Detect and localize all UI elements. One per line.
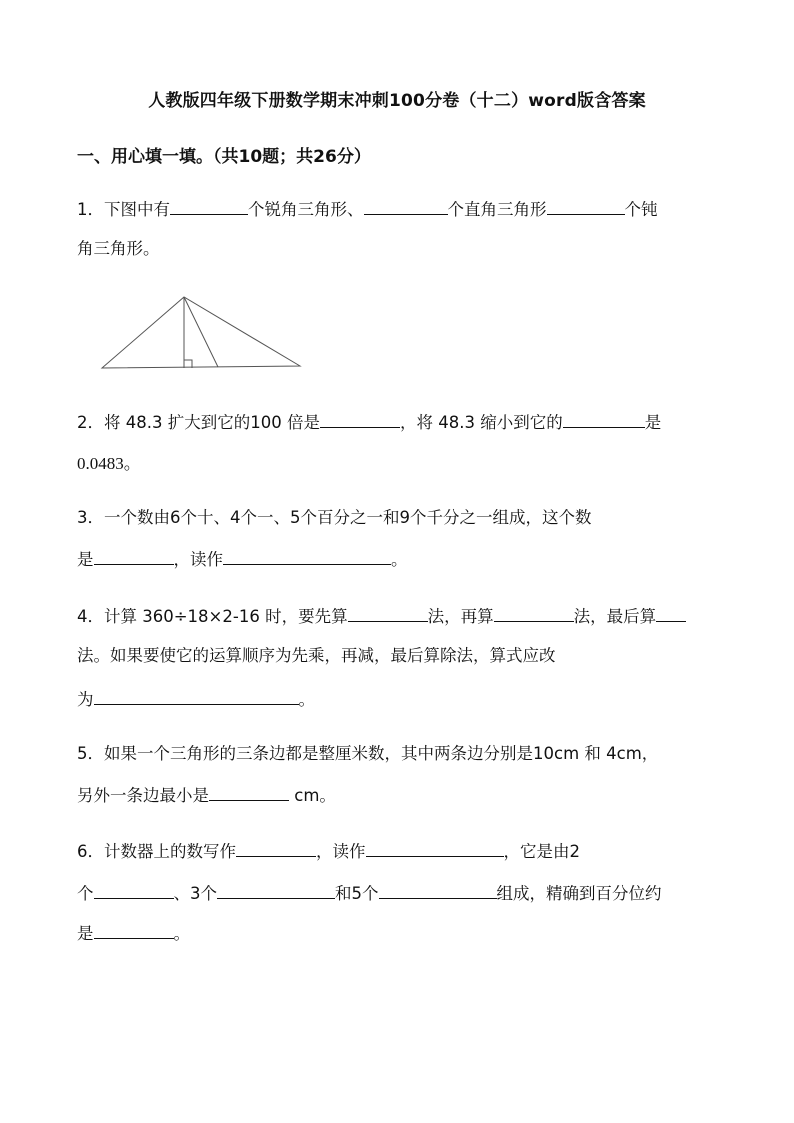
q4-text-c: 法，最后算 (573, 607, 657, 626)
q4-blank-first[interactable] (348, 605, 428, 622)
question-5-line-1: 5．如果一个三角形的三条边都是整厘米数，其中两条边分别是10cm 和 4cm， (77, 744, 659, 763)
q1-blank-obtuse[interactable] (547, 198, 625, 215)
q5-blank-length[interactable] (209, 784, 289, 801)
q3-blank-reading[interactable] (223, 548, 391, 565)
q6-blank-unit-1[interactable] (94, 882, 174, 899)
question-2-line-2: 0.0483。 (77, 454, 141, 473)
q1-blank-right[interactable] (364, 198, 448, 215)
question-1-line-2: 角三角形。 (77, 239, 160, 258)
q6-text-e: 、3个 (173, 884, 217, 903)
q4-blank-second[interactable] (494, 605, 574, 622)
q3-blank-number[interactable] (94, 548, 174, 565)
q6-blank-rounded[interactable] (94, 922, 174, 939)
q2-text-c: 是 (644, 413, 662, 432)
q6-blank-reading[interactable] (366, 840, 504, 857)
question-1-line-1 (77, 198, 658, 221)
question-6-line-3 (77, 922, 190, 945)
q6-text-d: 个 (77, 884, 94, 903)
question-3-line-2 (77, 548, 408, 571)
page-title: 人教版四年级下册数学期末冲刺100分卷（十二）word版含答案 (148, 91, 646, 111)
triangle-figure (96, 290, 306, 375)
q6-blank-unit-3[interactable] (379, 882, 497, 899)
q1-text-b: 个锐角三角形、 (248, 200, 364, 219)
q2-text-a: 2．将 48.3 扩大到它的100 倍是 (77, 413, 320, 432)
question-4-line-2: 法。如果要使它的运算顺序为先乘，再减，最后算除法，算式应改 (77, 646, 556, 665)
q6-blank-written[interactable] (236, 840, 316, 857)
q6-text-a: 6．计数器上的数写作 (77, 842, 236, 861)
section-heading: 一、用心填一填。（共10题；共26分） (77, 147, 371, 167)
question-6-line-2 (77, 882, 662, 905)
question-6-line-1 (77, 840, 580, 863)
q1-text-d: 个钝 (624, 200, 658, 219)
q6-text-f: 和5个 (335, 884, 379, 903)
q5-text-b: cm。 (289, 786, 336, 805)
question-3-line-1: 3．一个数由6个十、4个一、5个百分之一和9个千分之一组成，这个数 (77, 508, 592, 527)
q4-blank-last[interactable] (656, 605, 686, 622)
q4-text-e: 。 (298, 690, 315, 709)
q1-text-c: 个直角三角形 (447, 200, 547, 219)
q4-text-a: 4．计算 360÷18×2-16 时，要先算 (77, 607, 348, 626)
q4-text-b: 法，再算 (427, 607, 494, 626)
question-4-line-1 (77, 605, 686, 628)
q4-blank-expression[interactable] (94, 688, 299, 705)
q3-text-a: 是 (77, 550, 94, 569)
q2-blank-1[interactable] (320, 411, 400, 428)
q4-text-d: 为 (77, 690, 94, 709)
q1-blank-acute[interactable] (170, 198, 248, 215)
question-4-line-3 (77, 688, 315, 711)
q6-text-b: ，读作 (316, 842, 366, 861)
question-5-line-2 (77, 784, 336, 807)
q2-text-b: ，将 48.3 缩小到它的 (399, 413, 563, 432)
q6-text-h: 是 (77, 924, 94, 943)
q3-text-c: 。 (391, 550, 408, 569)
q6-text-c: ，它是由2 (503, 842, 580, 861)
question-2-line-1 (77, 411, 661, 434)
q6-blank-unit-2[interactable] (217, 882, 335, 899)
q6-text-i: 。 (173, 924, 190, 943)
q6-text-g: 组成，精确到百分位约 (496, 884, 662, 903)
q5-text-a: 另外一条边最小是 (77, 786, 209, 805)
q2-blank-2[interactable] (563, 411, 645, 428)
q1-text-a: 1．下图中有 (77, 200, 170, 219)
q3-text-b: ，读作 (173, 550, 223, 569)
